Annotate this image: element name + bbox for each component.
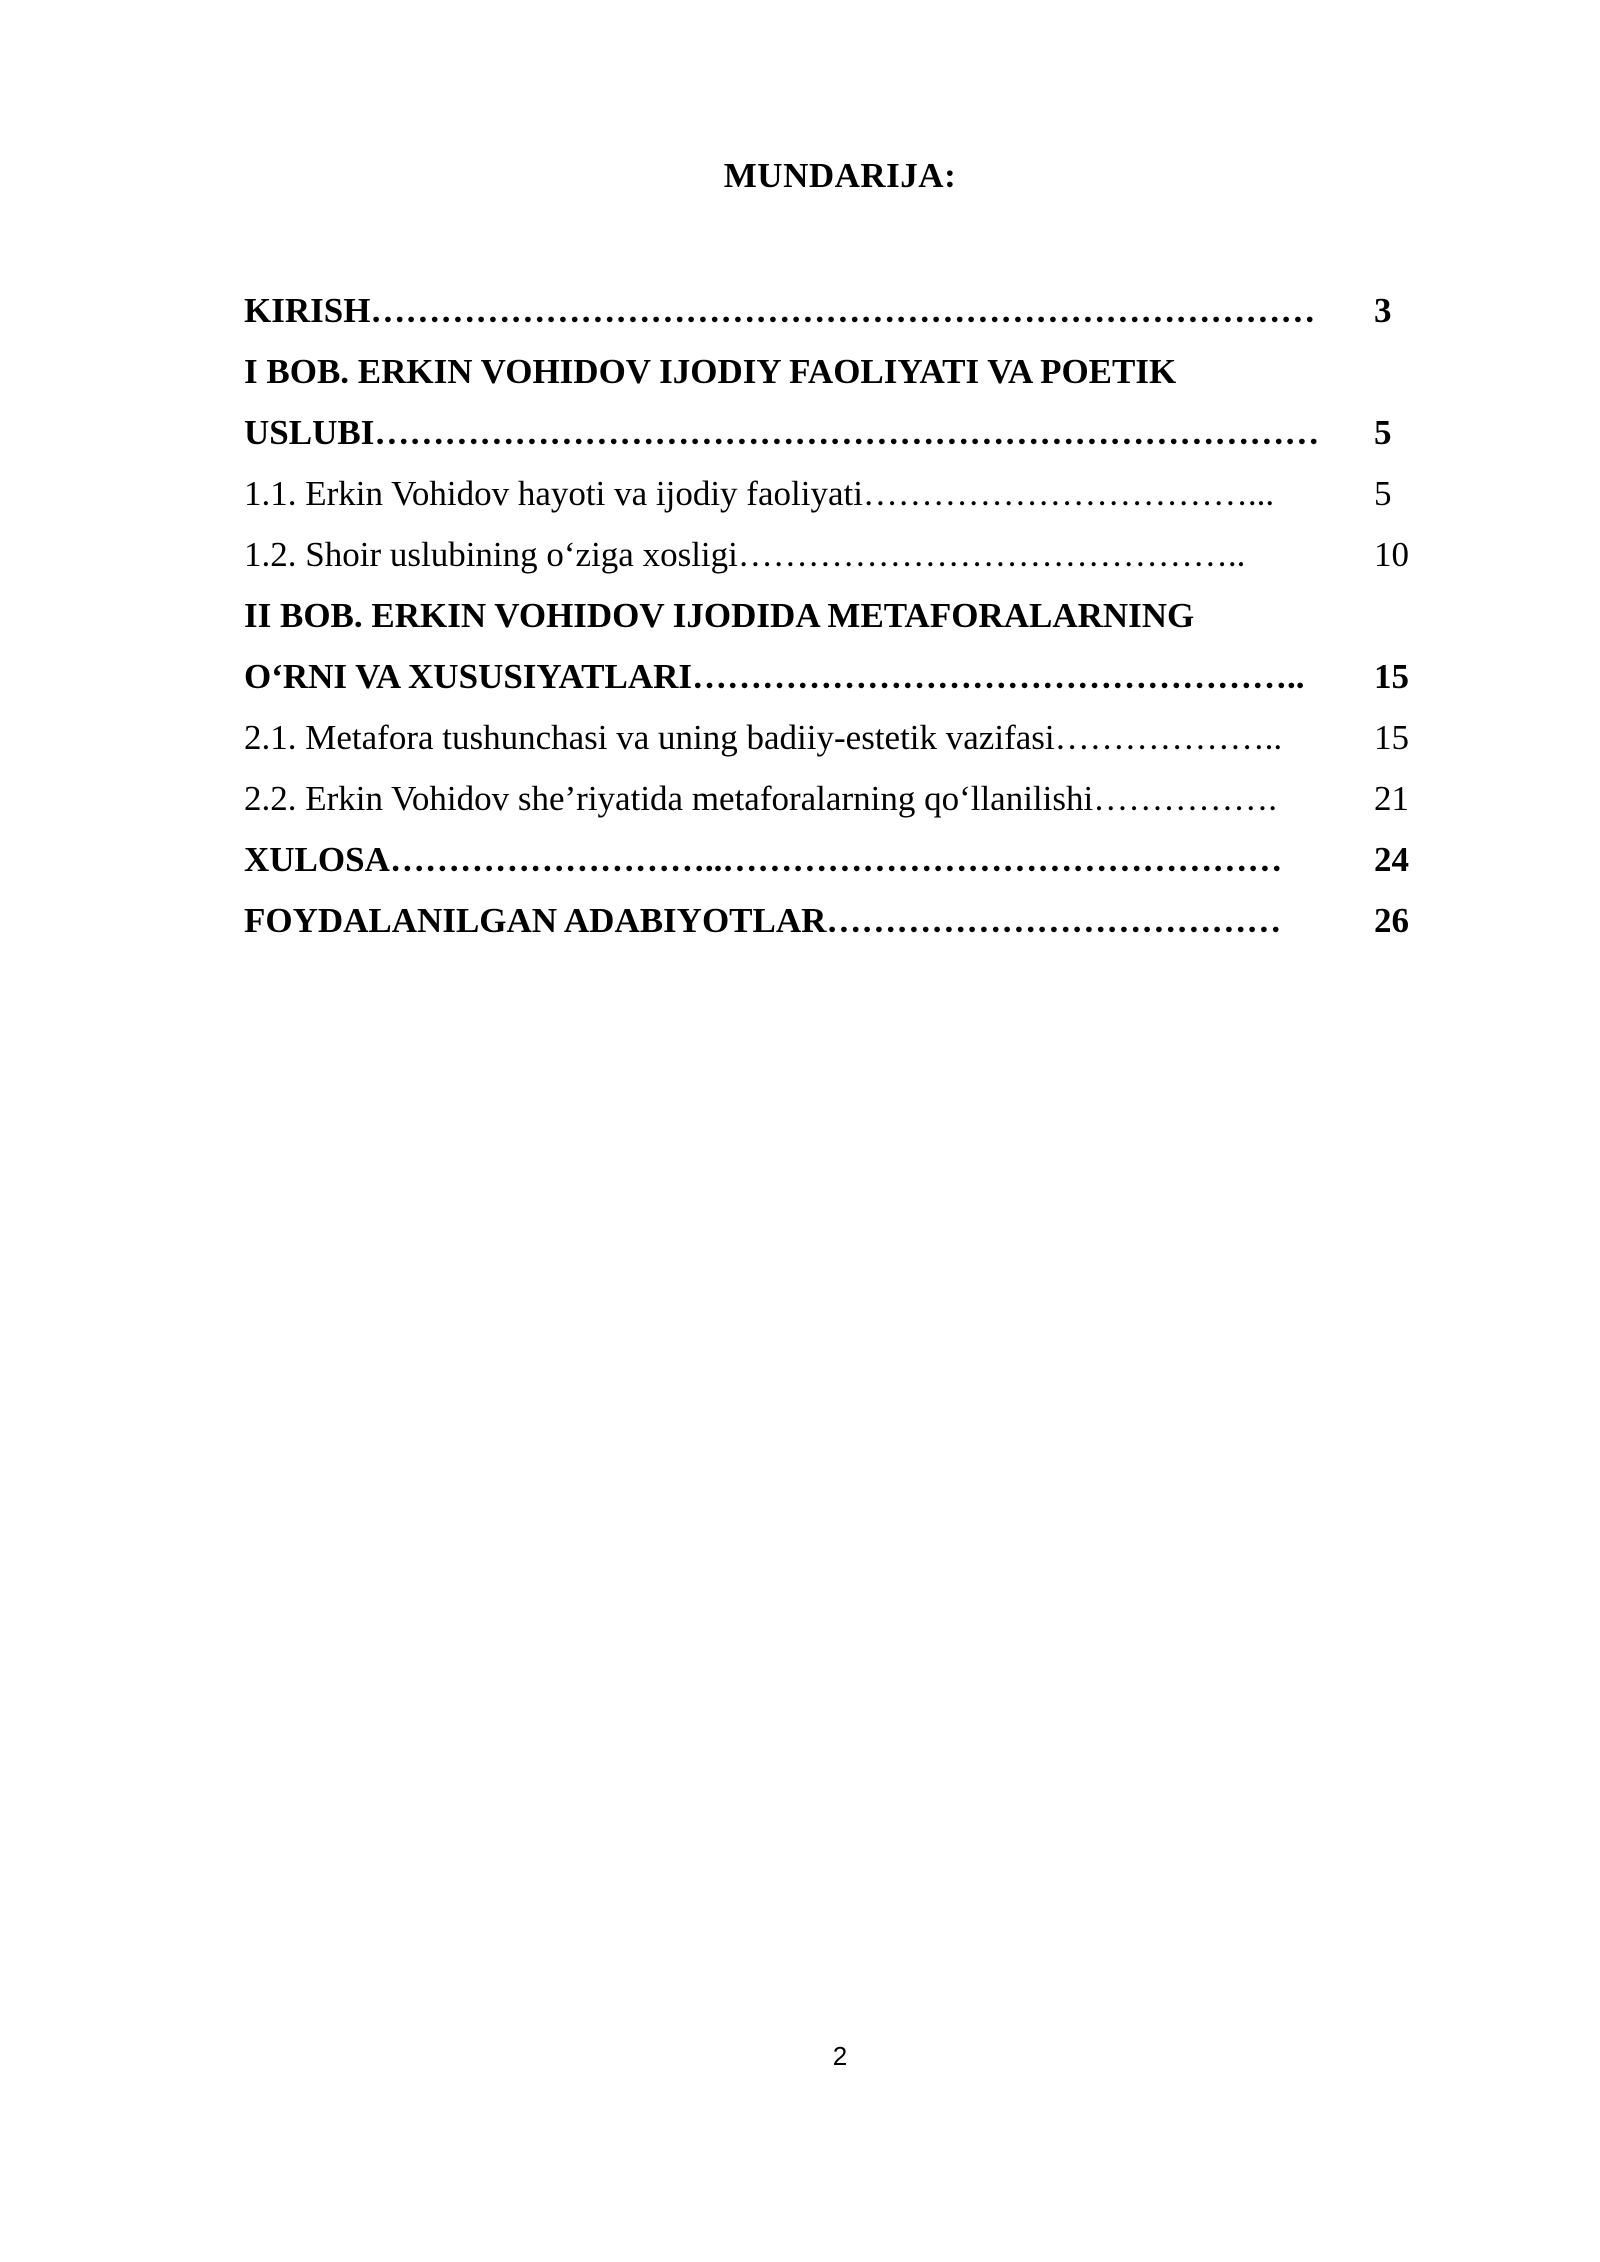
toc-entry <box>244 585 1442 646</box>
toc-entry-page: 15 <box>1374 657 1409 696</box>
toc-entry <box>244 341 1442 402</box>
toc-entry <box>244 280 1442 341</box>
toc-entry-page: 15 <box>1374 718 1409 757</box>
toc-entry-page: 10 <box>1374 535 1409 574</box>
toc-entry-text: 2.1. Metafora tushunchasi va uning badiiy-estetik vazifasi……………….. <box>244 718 1283 757</box>
toc-entry <box>244 463 1442 524</box>
toc-entry-text: 1.1. Erkin Vohidov hayoti va ijodiy faoliyati……………………………... <box>244 474 1275 513</box>
toc-entry-text: KIRISH……………………………………………………………………… <box>244 291 1316 330</box>
toc-entry <box>244 707 1442 768</box>
toc-entry-page: 21 <box>1374 779 1409 818</box>
toc-entry-page: 3 <box>1374 291 1392 330</box>
toc-entry-text: USLUBI……………………………………………………………………… <box>244 413 1320 452</box>
toc-entry <box>244 524 1442 585</box>
toc-entry <box>244 646 1442 707</box>
toc-entry-text: XULOSA………………………..………………………………………… <box>244 840 1283 879</box>
table-of-contents <box>244 280 1442 951</box>
toc-entry-page: 5 <box>1374 474 1392 513</box>
toc-entry-text: FOYDALANILGAN ADABIYOTLAR………………………………… <box>244 901 1282 940</box>
toc-entry <box>244 890 1442 951</box>
toc-entry-text: 2.2. Erkin Vohidov she’riyatida metaforalarning qo‘llanilishi……………. <box>244 779 1277 818</box>
page-number: 2 <box>832 2041 848 2071</box>
toc-entry <box>244 829 1442 890</box>
toc-title: MUNDARIJA: <box>723 156 957 195</box>
toc-entry <box>244 768 1442 829</box>
toc-entry-text: II BOB. ERKIN VOHIDOV IJODIDA METAFORALARNING <box>244 596 1195 635</box>
toc-entry <box>244 402 1442 463</box>
toc-entry-page: 24 <box>1374 840 1409 879</box>
toc-entry-text: O‘RNI VA XUSUSIYATLARI…………………………………………….. <box>244 657 1305 696</box>
toc-entry-page: 5 <box>1374 413 1392 452</box>
toc-entry-text: 1.2. Shoir uslubining o‘ziga xosligi…………………………………….. <box>244 535 1246 574</box>
toc-entry-page: 26 <box>1374 901 1409 940</box>
toc-entry-text: I BOB. ERKIN VOHIDOV IJODIY FAOLIYATI VA POETIK <box>244 352 1177 391</box>
